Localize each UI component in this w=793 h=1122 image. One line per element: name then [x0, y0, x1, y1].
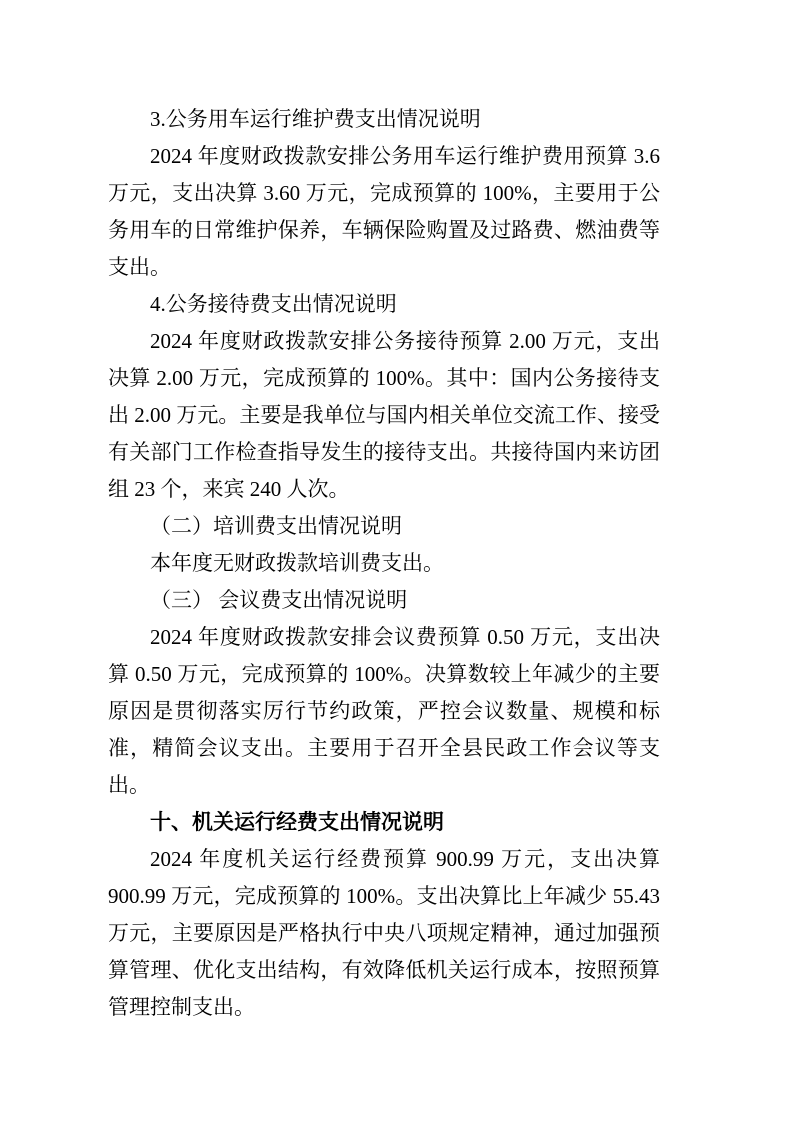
section-heading-training-fee: （二）培训费支出情况说明 — [150, 514, 402, 538]
paragraph-training-fee: 本年度无财政拨款培训费支出。 — [150, 551, 444, 575]
section-heading-agency-operating-expense: 十、机关运行经费支出情况说明 — [150, 811, 444, 834]
section-heading-official-reception: 4.公务接待费支出情况说明 — [150, 292, 397, 316]
section-heading-vehicle-maintenance: 3.公务用车运行维护费支出情况说明 — [150, 107, 481, 131]
paragraph-official-reception: 2024 年度财政拨款安排公务接待预算 2.00 万元，支出决算 2.00 万元，完成预算的 100%。其中：国内公务接待支出 2.00 万元。主要是我单位与国内相关单位交流工作、接受有关部门工作检查指导发生的接待支出。共接待国内来访团组 23 个，来宾 240 人次。 — [108, 329, 660, 501]
section-heading-meeting-fee: （三） 会议费支出情况说明 — [150, 588, 408, 612]
paragraph-meeting-fee: 2024 年度财政拨款安排会议费预算 0.50 万元，支出决算 0.50 万元，完成预算的 100%。决算数较上年减少的主要原因是贯彻落实厉行节约政策，严控会议数量、规模和标准，精简会议支出。主要用于召开全县民政工作会议等支出。 — [108, 625, 660, 797]
paragraph-vehicle-maintenance: 2024 年度财政拨款安排公务用车运行维护费用预算 3.6 万元，支出决算 3.60 万元，完成预算的 100%，主要用于公务用车的日常维护保养，车辆保险购置及过路费、燃油费等支出。 — [108, 144, 660, 279]
paragraph-agency-operating-expense: 2024 年度机关运行经费预算 900.99 万元，支出决算 900.99 万元，完成预算的 100%。支出决算比上年减少 55.43 万元，主要原因是严格执行中央八项规定精神，通过加强预算管理、优化支出结构，有效降低机关运行成本，按照预算管理控制支出。 — [108, 847, 660, 1019]
